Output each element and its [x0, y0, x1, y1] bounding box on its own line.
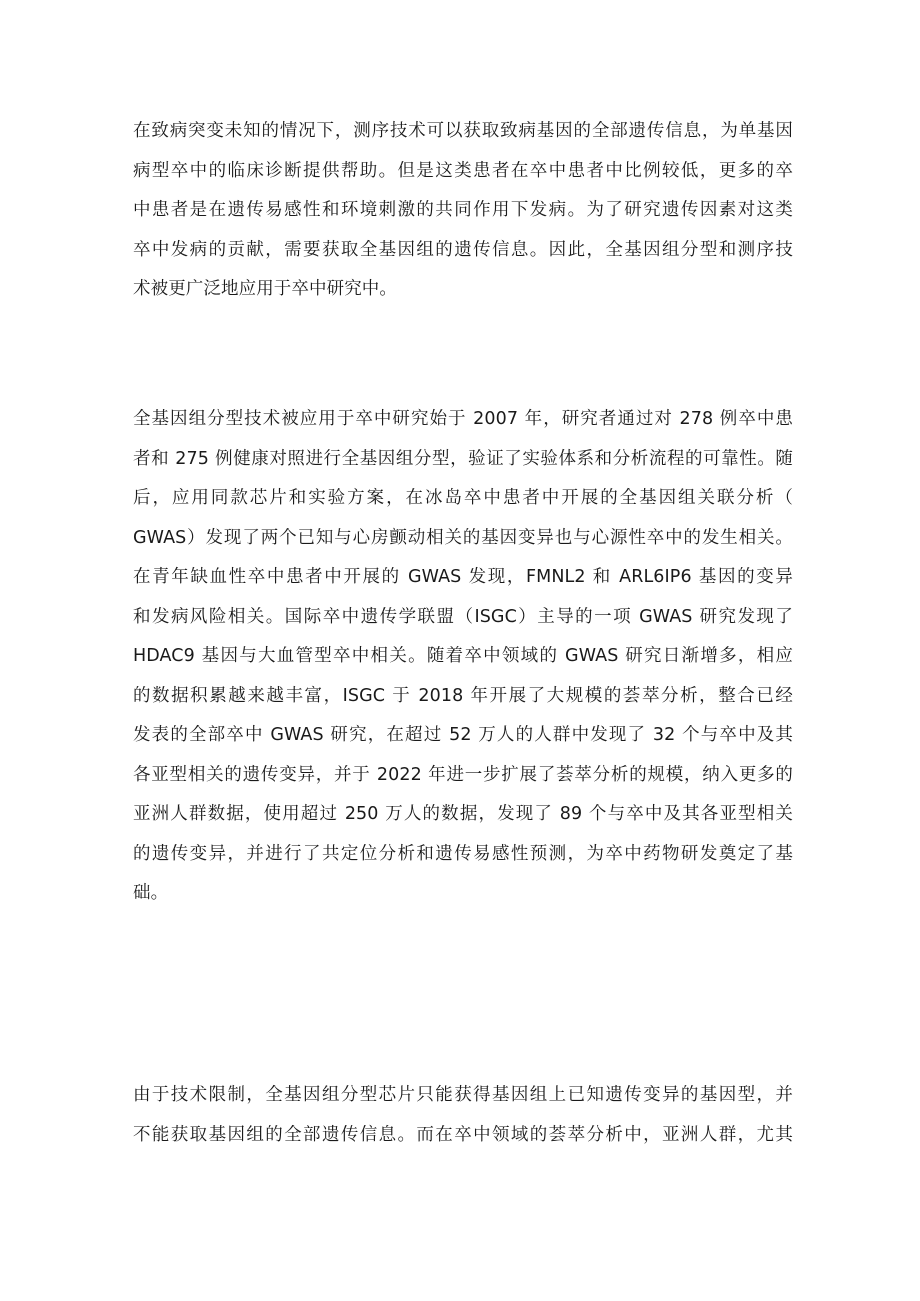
text-line: 在致病突变未知的情况下，测序技术可以获取致病基因的全部遗传信息，为单基因 [133, 121, 793, 141]
text-line: 者和 275 例健康对照进行全基因组分型，验证了实验体系和分析流程的可靠性。随 [133, 448, 793, 469]
paragraph-technical-limits [133, 1076, 793, 1155]
text-line: GWAS）发现了两个已知与心房颤动相关的基因变异也与心源性卒中的发生相关。 [133, 527, 793, 548]
text-line: HDAC9 基因与大血管型卒中相关。随着卒中领域的 GWAS 研究日渐增多，相应 [133, 646, 793, 666]
text-line: 的遗传变异，并进行了共定位分析和遗传易感性预测，为卒中药物研发奠定了基 [133, 843, 793, 864]
text-line: 亚洲人群数据，使用超过 250 万人的数据，发现了 89 个与卒中及其各亚型相关 [133, 804, 793, 824]
text-line: 础。 [133, 883, 169, 903]
text-line: 在青年缺血性卒中患者中开展的 GWAS 发现，FMNL2 和 ARL6IP6 基因的变异 [133, 567, 793, 587]
text-line: 的数据积累越来越丰富，ISGC 于 2018 年开展了大规模的荟萃分析，整合已经 [133, 685, 793, 706]
text-line: 各亚型相关的遗传变异，并于 2022 年进一步扩展了荟萃分析的规模，纳入更多的 [133, 764, 793, 785]
text-line: 由于技术限制，全基因组分型芯片只能获得基因组上已知遗传变异的基因型，并 [133, 1085, 793, 1105]
text-line: 卒中发病的贡献，需要获取全基因组的遗传信息。因此，全基因组分型和测序技 [133, 239, 793, 260]
text-line: 中患者是在遗传易感性和环境刺激的共同作用下发病。为了研究遗传因素对这类 [133, 200, 793, 220]
text-line: 不能获取基因组的全部遗传信息。而在卒中领域的荟萃分析中，亚洲人群，尤其 [133, 1124, 793, 1145]
paragraph-sequencing-intro [133, 112, 793, 310]
paragraph-gwas-history [133, 400, 793, 914]
text-line: 病型卒中的临床诊断提供帮助。但是这类患者在卒中患者中比例较低，更多的卒 [133, 160, 793, 181]
text-line: 和发病风险相关。国际卒中遗传学联盟（ISGC）主导的一项 GWAS 研究发现了 [133, 606, 793, 627]
text-line: 后，应用同款芯片和实验方案，在冰岛卒中患者中开展的全基因组关联分析（ [133, 488, 793, 508]
text-line: 全基因组分型技术被应用于卒中研究始于 2007 年，研究者通过对 278 例卒中患 [133, 409, 793, 429]
text-line: 术被更广泛地应用于卒中研究中。 [133, 279, 397, 299]
text-line: 发表的全部卒中 GWAS 研究，在超过 52 万人的人群中发现了 32 个与卒中及其 [133, 725, 793, 745]
